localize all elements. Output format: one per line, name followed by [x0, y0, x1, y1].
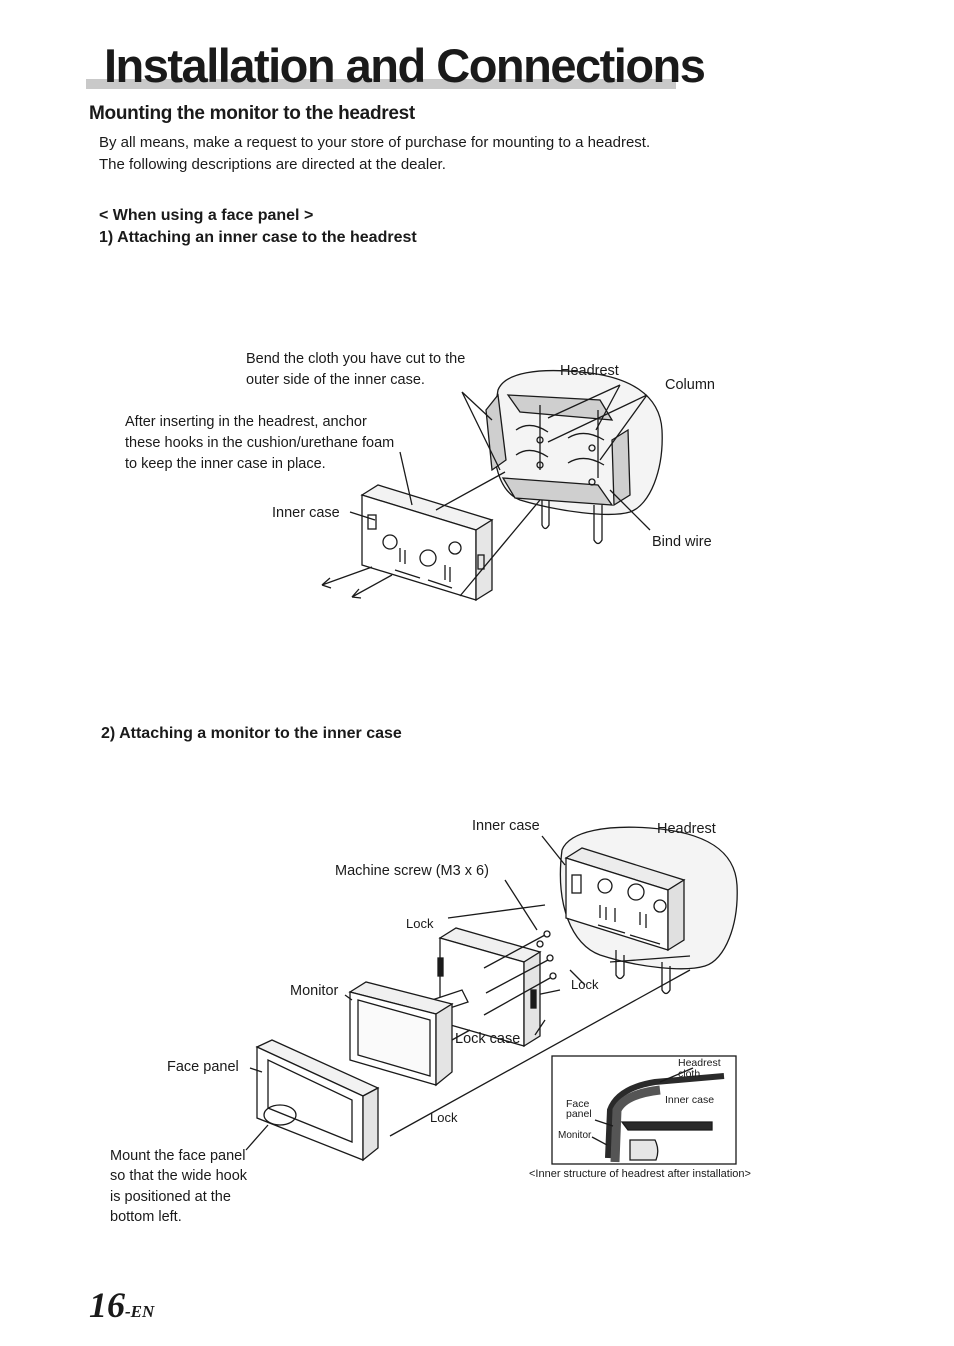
inset-face-panel-1: Face — [566, 1098, 590, 1110]
mount-note-4: bottom left. — [110, 1209, 182, 1225]
hooks-label-1: After inserting in the headrest, anchor — [125, 414, 367, 430]
mount-note-3: is positioned at the — [110, 1189, 231, 1205]
inner-case-label-2: Inner case — [472, 818, 540, 834]
lock-label-bottom: Lock — [430, 1110, 458, 1125]
inset-headrest-cloth-1: Headrest — [678, 1057, 721, 1069]
inset-monitor: Monitor — [558, 1130, 592, 1141]
headrest-label: Headrest — [560, 363, 619, 379]
page-number-value: 16 — [89, 1285, 125, 1325]
inset-caption: <Inner structure of headrest after installation> — [529, 1168, 751, 1180]
face-panel-label: Face panel — [167, 1059, 239, 1075]
inset-headrest-cloth-2: cloth — [678, 1068, 701, 1080]
inset-face-panel-2: panel — [566, 1108, 592, 1120]
lock-case-label: Lock case — [455, 1031, 521, 1047]
mount-note-1: Mount the face panel — [110, 1148, 246, 1164]
step1-heading: 1) Attaching an inner case to the headrest — [99, 229, 417, 246]
inset-inner-case: Inner case — [665, 1094, 715, 1106]
machine-screw-label: Machine screw (M3 x 6) — [335, 863, 489, 879]
bend-cloth-label-2: outer side of the inner case. — [246, 372, 425, 388]
monitor-label: Monitor — [290, 983, 339, 999]
column-label: Column — [665, 377, 715, 393]
bend-cloth-label-1: Bend the cloth you have cut to the — [246, 351, 466, 367]
mount-note-2: so that the wide hook — [110, 1168, 248, 1184]
step2-heading: 2) Attaching a monitor to the inner case — [101, 725, 402, 742]
lock-label-top: Lock — [406, 916, 434, 931]
page-number-suffix: -EN — [125, 1302, 155, 1321]
intro-line-2: The following descriptions are directed at the dealer. — [99, 156, 446, 173]
page-number — [89, 1284, 154, 1326]
lock-label-right: Lock — [571, 977, 599, 992]
headrest-label-2: Headrest — [657, 821, 716, 837]
bind-wire-label: Bind wire — [652, 534, 712, 550]
section-title: Mounting the monitor to the headrest — [89, 103, 415, 124]
hooks-label-2: these hooks in the cushion/urethane foam — [125, 435, 395, 451]
intro-line-1: By all means, make a request to your store of purchase for mounting to a headrest. — [99, 134, 651, 151]
face-panel-heading: < When using a face panel > — [99, 207, 314, 224]
page-title: Installation and Connections — [104, 39, 705, 92]
inner-case-label: Inner case — [272, 505, 340, 521]
hooks-label-3: to keep the inner case in place. — [125, 456, 326, 472]
